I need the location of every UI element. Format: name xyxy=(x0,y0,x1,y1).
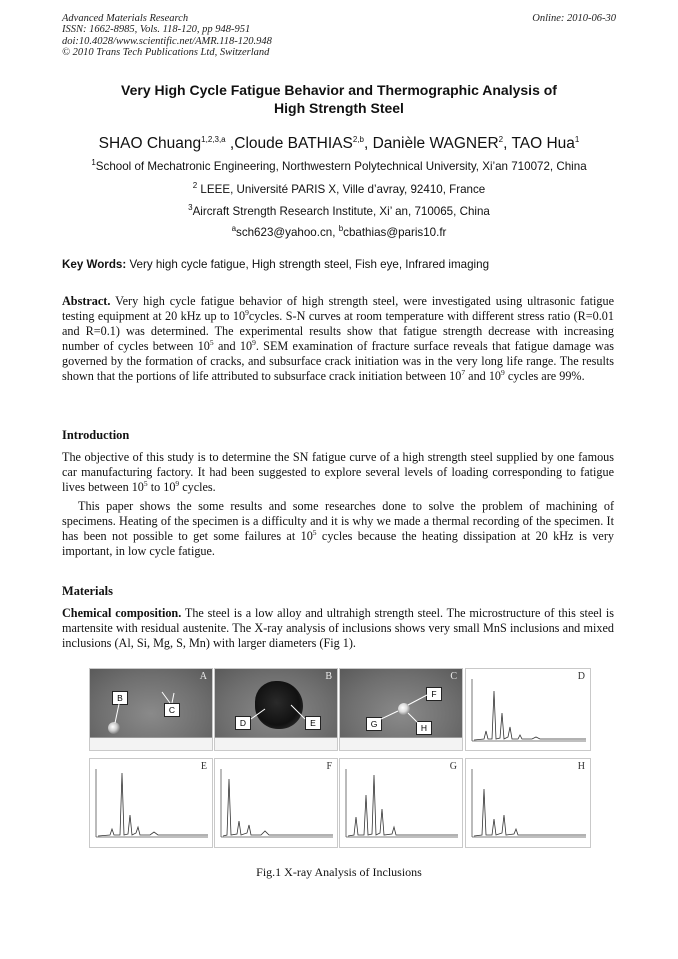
callout-label: G xyxy=(366,717,382,731)
abstract-text: . SEM examination of fracture surface reveals that fatigue damage was governed by the formation of cracks, and subsurface crack initiation was in the very long life range. The results shown that the portions of life attributed to subsurface crack initiation between 10 xyxy=(62,339,614,383)
abstract-text: cycles are 99%. xyxy=(504,369,585,383)
email-sup-a: a xyxy=(231,224,237,233)
online-date: Online: 2010-06-30 xyxy=(532,13,616,24)
author-list xyxy=(62,130,616,154)
abstract-paragraph xyxy=(62,294,614,384)
panel-letter: G xyxy=(449,761,457,772)
sem-info-bar xyxy=(215,737,337,750)
sem-info-bar xyxy=(90,737,212,750)
spectrum-panel-h xyxy=(465,758,591,848)
exponent: 9 xyxy=(175,478,180,488)
panel-letter: C xyxy=(450,671,457,682)
materials-heading: Materials xyxy=(62,584,113,598)
spectrum-panel-e xyxy=(89,758,213,848)
affiliation-text: School of Mechatronic Engineering, Northwestern Polytechnical University, Xi’an 710072, China xyxy=(95,159,587,173)
introduction-paragraph-1 xyxy=(62,450,614,495)
keywords-label: Key Words: xyxy=(62,258,127,271)
sem-info-bar xyxy=(340,737,462,750)
sem-panel-b xyxy=(214,668,338,751)
materials-text: The steel is a low alloy and ultrahigh strength steel. The microstructure of this steel is martensite with residual austenite. The X-ray analysis of inclusions shows very small MnS inclusions and mixed inclusions (Al, Si, Mg, S, Mn) with larger diameters (Fig 1). xyxy=(62,606,614,650)
xray-spectrum xyxy=(90,759,212,847)
email-a-link[interactable]: sch623@yahoo.cn xyxy=(236,225,333,239)
keywords-text: Very high cycle fatigue, High strength steel, Fish eye, Infrared imaging xyxy=(126,258,490,271)
author-sep: , xyxy=(225,135,235,153)
affiliation-3 xyxy=(62,201,616,219)
issn-line: ISSN: 1662-8985, Vols. 118-120, pp 948-951 xyxy=(62,24,251,36)
doi-line: doi:10.4028/www.scientific.net/AMR.118-120.948 xyxy=(62,35,272,47)
email-sup-b: b xyxy=(338,224,344,233)
panel-letter: B xyxy=(325,671,332,682)
author-name: SHAO Chuang xyxy=(98,135,202,153)
callout-label: B xyxy=(112,691,128,705)
callout-label: F xyxy=(426,687,442,701)
abstract-text: Very high cycle fatigue behavior of high strength steel, were investigated using ultrasonic fatigue testing equipment at 20 kHz up to 10 xyxy=(62,294,614,323)
callout-label: E xyxy=(305,716,321,730)
sem-panel-c xyxy=(339,668,463,751)
panel-letter: A xyxy=(199,671,207,682)
affiliation-sup: 2 xyxy=(192,181,198,190)
panel-letter: E xyxy=(200,761,207,772)
email-sep: , xyxy=(332,225,339,239)
abstract-label: Abstract. xyxy=(62,294,111,308)
journal-name: Advanced Materials Research xyxy=(62,13,189,24)
email-b-link[interactable]: cbathias@paris10.fr xyxy=(343,225,447,239)
abstract-text: cycles. S-N curves at room temperature with different stress ratio (R=0.01 and R=0.1) was determined. The experimental results show that fatigue strength decrease with increasing number of cycles between 10 xyxy=(62,309,614,353)
affiliation-text: Aircraft Strength Research Institute, Xi’ an, 710065, China xyxy=(192,204,490,218)
author-affil-sup: 1,2,3,a xyxy=(201,135,226,144)
author-affil-sup: 2,b xyxy=(352,135,364,144)
intro-text: cycles. xyxy=(179,480,216,494)
exponent: 9 xyxy=(252,337,256,347)
author-name: Cloude BATHIAS xyxy=(234,135,353,153)
xray-spectrum xyxy=(466,759,590,847)
email-line xyxy=(62,222,616,240)
xray-spectrum xyxy=(340,759,462,847)
keywords xyxy=(62,258,622,272)
spectrum-panel-g xyxy=(339,758,463,848)
callout-label: H xyxy=(416,721,432,735)
introduction-paragraph-2 xyxy=(62,499,614,559)
callout-label: D xyxy=(235,716,251,730)
intro-text: This paper shows the some results and some researches done to solve the problem of machining of specimens. Heating of the specimen is a difficulty and it is why we made a thermal recording of the specimen. It has been not possible to get some failures at 10 xyxy=(62,499,614,543)
panel-letter: D xyxy=(577,671,585,682)
callout-label: C xyxy=(164,703,180,717)
abstract-text: and 10 xyxy=(465,369,502,383)
affiliation-sup: 3 xyxy=(188,203,193,212)
spectrum-panel-f xyxy=(214,758,338,848)
author-sep: , xyxy=(363,135,373,153)
author-name: Danièle WAGNER xyxy=(372,135,499,153)
author-affil-sup: 1 xyxy=(574,135,580,144)
panel-letter: H xyxy=(577,761,585,772)
affiliation-1 xyxy=(62,156,616,174)
paper-title xyxy=(62,81,616,117)
author-sep: , xyxy=(503,135,512,153)
subsection-label: Chemical composition. xyxy=(62,606,182,620)
abstract-text: and 10 xyxy=(213,339,253,353)
figure-caption: Fig.1 X-ray Analysis of Inclusions xyxy=(256,865,422,879)
exponent: 5 xyxy=(312,527,317,537)
title-line-2: High Strength Steel xyxy=(274,100,404,116)
introduction-heading: Introduction xyxy=(62,428,130,442)
figure-1 xyxy=(89,668,615,848)
xray-spectrum xyxy=(215,759,337,847)
exponent: 9 xyxy=(501,367,505,377)
xray-spectrum xyxy=(466,669,590,750)
affiliation-sup: 1 xyxy=(91,158,96,167)
spectrum-panel-d xyxy=(465,668,591,751)
exponent: 9 xyxy=(245,307,249,317)
intro-text: cycles because the heating dissipation at 20 kHz is very important, in low cycle fatigue. xyxy=(62,529,614,558)
materials-paragraph xyxy=(62,606,614,651)
exponent: 7 xyxy=(461,367,466,377)
intro-text: The objective of this study is to determine the SN fatigue curve of a high strength steel supplied by one famous car manufacturing factory. It had been suggested to explore several levels of loading corresponding to fatigue lives between 10 xyxy=(62,450,614,494)
title-line-1: Very High Cycle Fatigue Behavior and Thermographic Analysis of xyxy=(121,82,557,98)
exponent: 5 xyxy=(143,478,148,488)
author-name: TAO Hua xyxy=(511,135,575,153)
intro-text: to 10 xyxy=(147,480,176,494)
affiliation-text: LEEE, Université PARIS X, Ville d’avray, 92410, France xyxy=(197,182,486,196)
panel-letter: F xyxy=(326,761,332,772)
affiliation-2 xyxy=(62,179,616,197)
author-affil-sup: 2 xyxy=(498,135,504,144)
copyright-line: © 2010 Trans Tech Publications Ltd, Switzerland xyxy=(62,46,270,58)
sem-panel-a xyxy=(89,668,213,751)
journal-header xyxy=(62,13,616,58)
exponent: 5 xyxy=(209,337,214,347)
